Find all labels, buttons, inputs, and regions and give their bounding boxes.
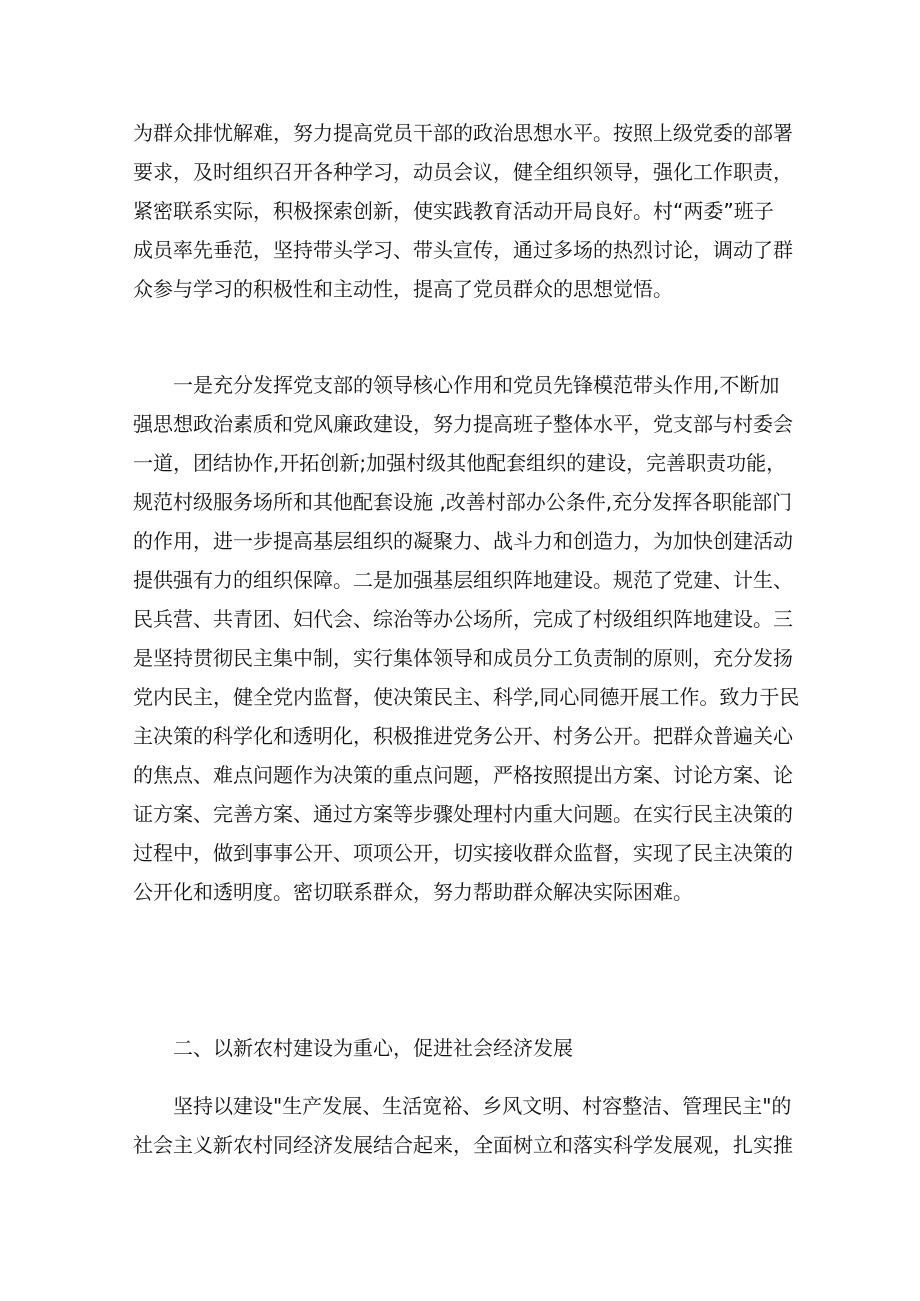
text-line: 要求，及时组织召开各种学习，动员会议，健全组织领导，强化工作职责， xyxy=(133,160,793,184)
text-line: 党内民主，健全党内监督，使决策民主、科学,同心同德开展工作。致力于民 xyxy=(133,685,800,709)
text-line: 众参与学习的积极性和主动性，提高了党员群众的思想觉悟。 xyxy=(133,277,673,301)
section-heading xyxy=(133,1029,793,1068)
text-line: 民兵营、共青团、妇代会、综治等办公场所，完成了村级组织阵地建设。三 xyxy=(133,607,793,631)
text-line: 是坚持贯彻民主集中制，实行集体领导和成员分工负责制的原则，充分发扬 xyxy=(133,646,793,670)
text-line: 强思想政治素质和党风廉政建设，努力提高班子整体水平，党支部与村委会 xyxy=(133,412,793,436)
text-line: 紧密联系实际，积极探索创新，使实践教育活动开局良好。村“两委”班子 xyxy=(133,199,774,223)
text-line: 规范村级服务场所和其他配套设施 ,改善村部办公条件,充分发挥各职能部门 xyxy=(133,490,793,514)
paragraph-3 xyxy=(133,1087,793,1165)
text-line: 为群众排忧解难，努力提高党员干部的政治思想水平。按照上级党委的部署 xyxy=(133,121,793,145)
text-line: 一道，团结协作,开拓创新;加强村级其他配套组织的建设，完善职责功能， xyxy=(133,451,787,475)
text-line: 公开化和透明度。密切联系群众，努力帮助群众解决实际困难。 xyxy=(133,880,693,904)
text-line: 坚持以建设"生产发展、生活宽裕、乡风文明、村容整洁、管理民主"的 xyxy=(173,1094,792,1118)
text-line: 主决策的科学化和透明化，积极推进党务公开、村务公开。把群众普遍关心 xyxy=(133,724,793,748)
text-line: 证方案、完善方案、通过方案等步骤处理村内重大问题。在实行民主决策的 xyxy=(133,802,793,826)
heading-text: 二、以新农村建设为重心，促进社会经济发展 xyxy=(173,1036,573,1060)
text-line: 的焦点、难点问题作为决策的重点问题，严格按照提出方案、讨论方案、论 xyxy=(133,763,793,787)
text-line: 提供强有力的组织保障。二是加强基层组织阵地建设。规范了党建、计生、 xyxy=(133,568,793,592)
text-line: 社会主义新农村同经济发展结合起来，全面树立和落实科学发展观，扎实推 xyxy=(133,1133,793,1157)
paragraph-1 xyxy=(133,114,793,309)
paragraph-2 xyxy=(133,366,800,912)
text-line: 一是充分发挥党支部的领导核心作用和党员先锋模范带头作用,不断加 xyxy=(173,373,780,397)
text-line: 成员率先垂范，坚持带头学习、带头宣传，通过多场的热烈讨论，调动了群 xyxy=(133,238,793,262)
text-line: 的作用，进一步提高基层组织的凝聚力、战斗力和创造力，为加快创建活动 xyxy=(133,529,793,553)
text-line: 过程中，做到事事公开、项项公开，切实接收群众监督，实现了民主决策的 xyxy=(133,841,793,865)
